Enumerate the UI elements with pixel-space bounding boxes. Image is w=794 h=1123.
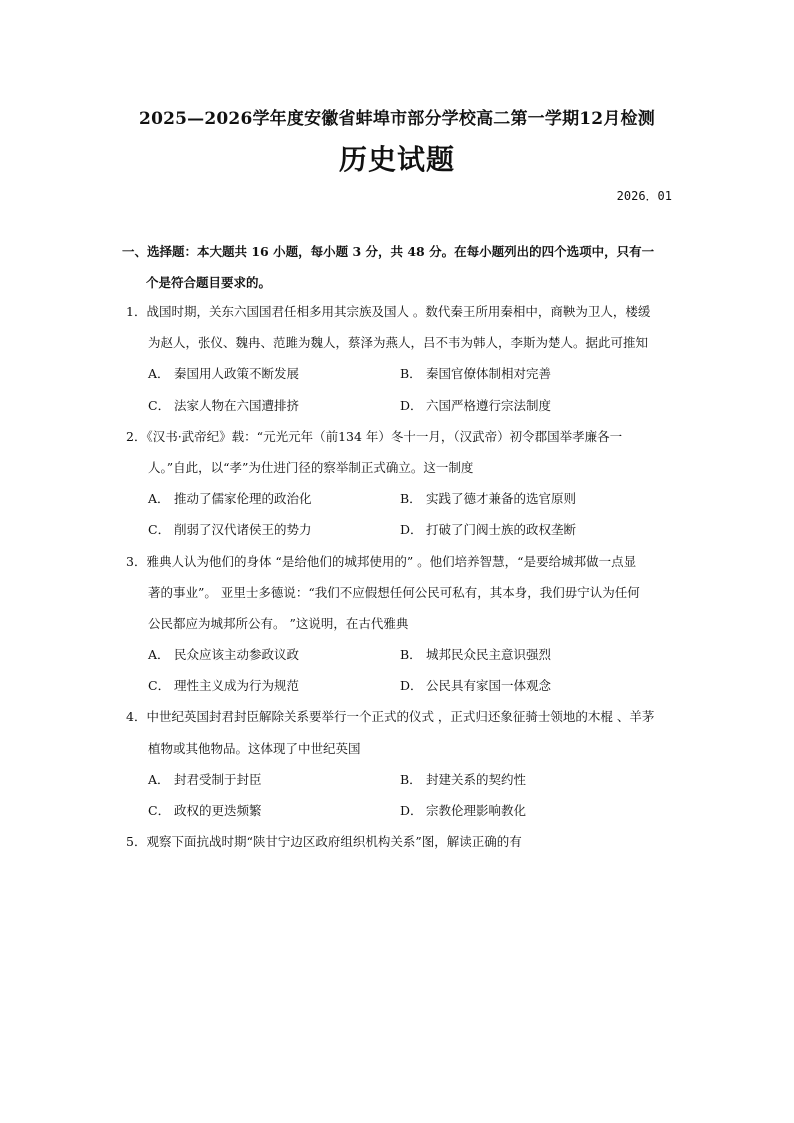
option-row <box>126 795 678 826</box>
question-stem-line: 著的事业”。 亚里士多德说：“我们不应假想任何公民可私有，其本身，我们毋宁认为任何 <box>148 584 640 600</box>
question-stem-line: 3．雅典人认为他们的身体 “是给他们的城邦使用的” 。他们培养智慧，“是要给城邦做一点显 <box>126 553 637 569</box>
option-b[interactable] <box>400 483 652 514</box>
question-stem-line: 4．中世纪英国封君封臣解除关系要举行一个正式的仪式 ，正式归还象征骑士领地的木棍 、羊茅 <box>126 709 655 725</box>
option-text: 宗教伦理影响教化 <box>426 803 527 818</box>
option-c[interactable] <box>148 795 400 826</box>
option-text: 政权的更迭频繁 <box>174 803 262 818</box>
question-stem-line: 植物或其他物品。这体现了中世纪英国 <box>148 740 361 756</box>
question-stem-line: 2．《汉书·武帝纪》载：“元光元年（前134 年）冬十一月，（汉武帝）初令郡国举孝廉各一 <box>126 428 623 444</box>
option-c[interactable] <box>148 670 400 701</box>
option-text: 理性主义成为行为规范 <box>174 678 300 694</box>
option-text: 法家人物在六国遭排挤 <box>174 397 300 413</box>
option-letter: C． <box>148 803 171 818</box>
option-row <box>126 514 678 545</box>
option-b[interactable] <box>400 764 652 795</box>
option-text: 城邦民众民主意识强烈 <box>426 647 552 663</box>
option-letter: D． <box>400 678 423 694</box>
option-c[interactable] <box>148 514 400 545</box>
option-text: 推动了儒家伦理的政治化 <box>174 491 312 507</box>
option-text: 封君受制于封臣 <box>174 771 262 787</box>
question-stem-line: 5．观察下面抗战时期“陕甘宁边区政府组织机构关系”图，解读正确的有 <box>126 834 522 850</box>
option-row <box>126 639 678 670</box>
subject-title: 历史试题 <box>338 143 455 176</box>
option-d[interactable] <box>400 795 652 826</box>
option-letter: C． <box>148 522 171 538</box>
option-d[interactable] <box>400 670 652 701</box>
option-text: 实践了德才兼备的选官原则 <box>426 491 577 507</box>
option-text: 公民具有家国一体观念 <box>426 678 552 694</box>
option-a[interactable] <box>148 483 400 514</box>
option-letter: A． <box>148 771 170 787</box>
exam-title: 2025—2026学年度安徽省蚌埠市部分学校高二第一学期12月检测 <box>139 109 655 129</box>
option-letter: B． <box>400 771 422 787</box>
question-5 <box>126 826 678 857</box>
option-text: 秦国官僚体制相对完善 <box>426 366 552 382</box>
option-a[interactable] <box>148 358 400 389</box>
option-letter: D． <box>400 522 423 538</box>
option-letter: A． <box>148 491 170 507</box>
option-letter: B． <box>400 366 422 382</box>
option-d[interactable] <box>400 514 652 545</box>
option-a[interactable] <box>148 639 400 670</box>
question-3 <box>126 546 678 702</box>
question-stem-line: 为赵人，张仪、魏冉、范雎为魏人，蔡泽为燕人，吕不韦为韩人，李斯为楚人。据此可推知 <box>148 335 649 351</box>
question-stem-line: 人。”自此，以“孝”为仕进门径的察举制正式确立。这一制度 <box>148 459 474 475</box>
option-letter: D． <box>400 397 423 413</box>
option-text: 打破了门阀士族的政权垄断 <box>426 522 577 538</box>
section-heading <box>122 236 674 298</box>
option-b[interactable] <box>400 639 652 670</box>
option-a[interactable] <box>148 764 400 795</box>
question-stem-line: 1．战国时期，关东六国国君任相多用其宗族及国人 。数代秦王所用秦相中，商鞅为卫人，楼缓 <box>126 304 651 319</box>
option-letter: D． <box>400 803 423 818</box>
option-text: 民众应该主动参政议政 <box>174 647 300 663</box>
option-letter: B． <box>400 647 422 663</box>
option-text: 封建关系的契约性 <box>426 771 527 787</box>
option-b[interactable] <box>400 358 652 389</box>
question-list <box>126 296 678 857</box>
option-letter: B． <box>400 491 422 507</box>
question-stem-line: 公民都应为城邦所公有。 ”这说明，在古代雅典 <box>148 615 409 631</box>
option-row <box>126 358 678 389</box>
option-letter: C． <box>148 397 171 413</box>
section-instructions-line: 个是符合题目要求的。 <box>146 275 272 290</box>
section-instructions-line: 一、选择题：本大题共 16 小题，每小题 3 分，共 48 分。在每小题列出的四个选项中，只有一 <box>122 244 655 259</box>
question-2 <box>126 421 678 546</box>
option-letter: C． <box>148 678 171 694</box>
option-text: 秦国用人政策不断发展 <box>174 366 300 382</box>
question-4 <box>126 701 678 826</box>
option-text: 削弱了汉代诸侯王的势力 <box>174 522 312 538</box>
option-row <box>126 483 678 514</box>
option-row <box>126 390 678 421</box>
question-1 <box>126 296 678 421</box>
option-row <box>126 764 678 795</box>
option-c[interactable] <box>148 390 400 421</box>
option-row <box>126 670 678 701</box>
exam-date: 2026．01 <box>616 189 672 203</box>
option-text: 六国严格遵行宗法制度 <box>426 397 552 413</box>
option-letter: A． <box>148 647 170 663</box>
option-letter: A． <box>148 366 170 382</box>
option-d[interactable] <box>400 390 652 421</box>
